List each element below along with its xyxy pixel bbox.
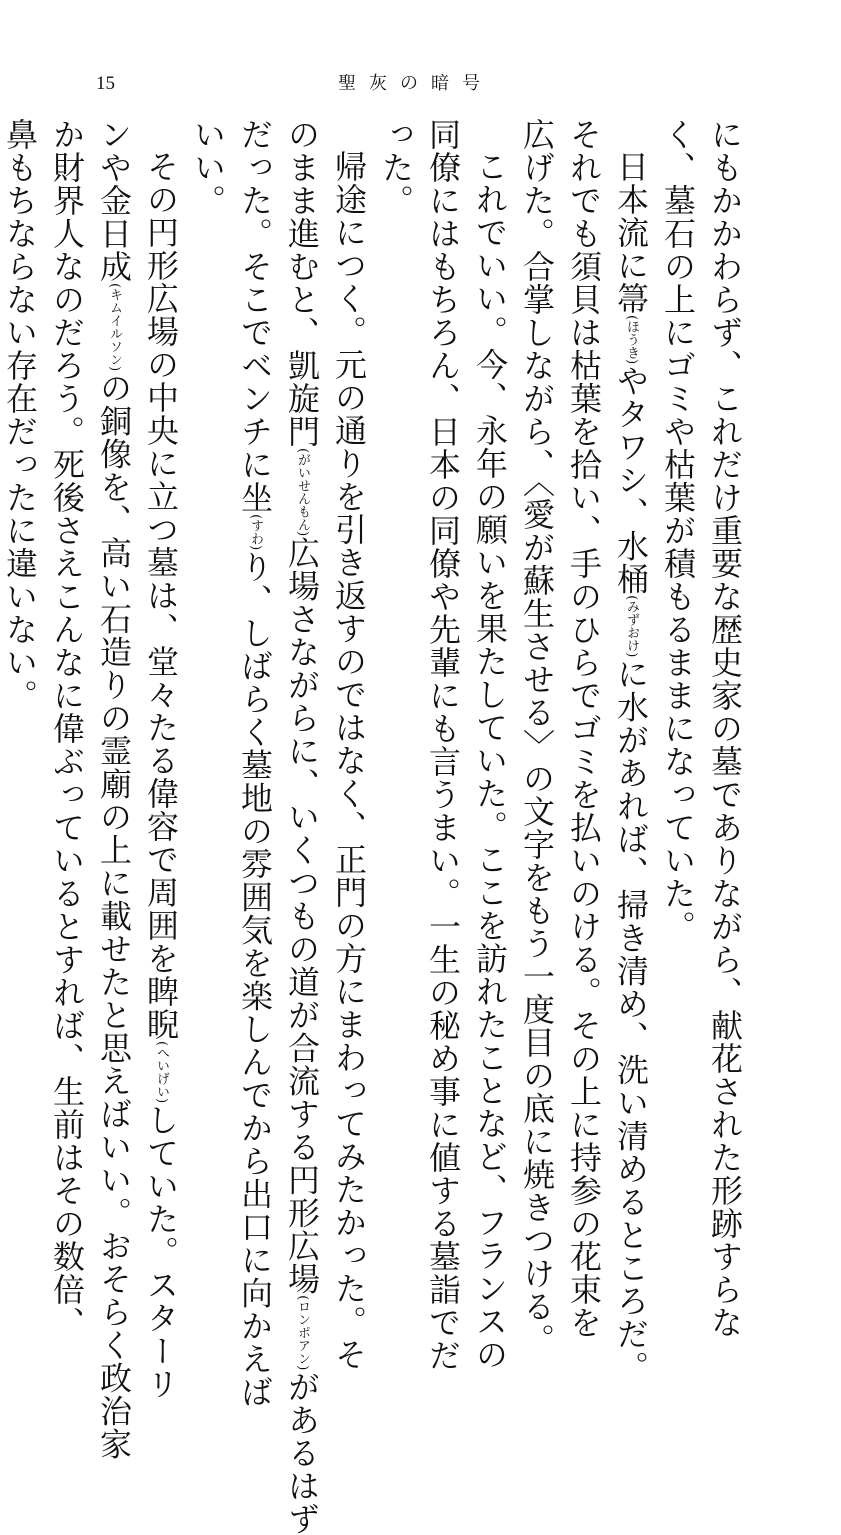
furigana-reading: (ロンポアン) <box>295 1295 310 1371</box>
running-title: 聖灰の暗号 <box>338 73 493 94</box>
text-line: それでも須貝は枯葉を拾い、手のひらでゴミを払いのける。その上に持参の花束を <box>565 118 603 1339</box>
text-line: のまま進むと、凱旋門(がいせんもん)広場さながらに、いくつもの道が合流する円形広場(ロンポアン)があるはず <box>283 118 321 1535</box>
page-number: 15 <box>96 73 115 94</box>
text-line: にもかかわらず、これだけ重要な歴史家の墓でありながら、献花された形跡すらな <box>706 118 744 1339</box>
text-line: 鼻もちならない存在だったに違いない。 <box>1 118 39 712</box>
text-line: く、墓石の上にゴミや枯葉が積もるままになっていた。 <box>659 118 697 943</box>
furigana-reading: (ほうき) <box>624 315 639 365</box>
furigana-reading: (へいげい) <box>154 1041 169 1104</box>
furigana-reading: (すわ) <box>248 514 263 551</box>
text-line: いい。 <box>189 118 227 217</box>
text-line: これでいい。今、永年の願いを果たしていた。ここを訪れたことなど、フランスの <box>471 150 509 1371</box>
text-line: 帰途につく。元の通りを引き返すのではなく、正門の方にまわってみたかった。そ <box>330 150 368 1371</box>
text-line: ンや金日成(キムイルソン)の銅像を、高い石造りの霊廟の上に載せたと思えばいい。おそらく政治家 <box>95 118 133 1461</box>
furigana-reading: (キムイルソン) <box>107 283 122 372</box>
body-text <box>1 118 748 1535</box>
furigana-reading: (みずおけ) <box>624 595 639 658</box>
text-line: った。 <box>377 118 415 217</box>
text-line: 日本流に箒(ほうき)やタワシ、水桶(みずおけ)に水があれば、掃き清め、洗い清めるところだ。 <box>612 150 650 1384</box>
text-line: その円形広場の中央に立つ墓は、堂々たる偉容で周囲を睥睨(へいげい)していた。スターリ <box>142 150 180 1401</box>
text-line: 同僚にはもちろん、日本の同僚や先輩にも言うまい。一生の秘め事に値する墓詣でだ <box>424 118 462 1372</box>
page-header <box>0 0 841 110</box>
text-line: か財界人なのだろう。死後さえこんなに偉ぶっているとすれば、生前はその数倍、 <box>48 118 86 1339</box>
text-line: 広げた。合掌しながら、〈愛が蘇生させる〉の文字をもう一度目の底に焼きつける。 <box>518 118 556 1356</box>
text-line: だった。そこでベンチに坐(すわ)り、しばらく墓地の雰囲気を楽しんでから出口に向かえば <box>236 118 274 1409</box>
furigana-reading: (がいせんもん) <box>295 448 310 537</box>
